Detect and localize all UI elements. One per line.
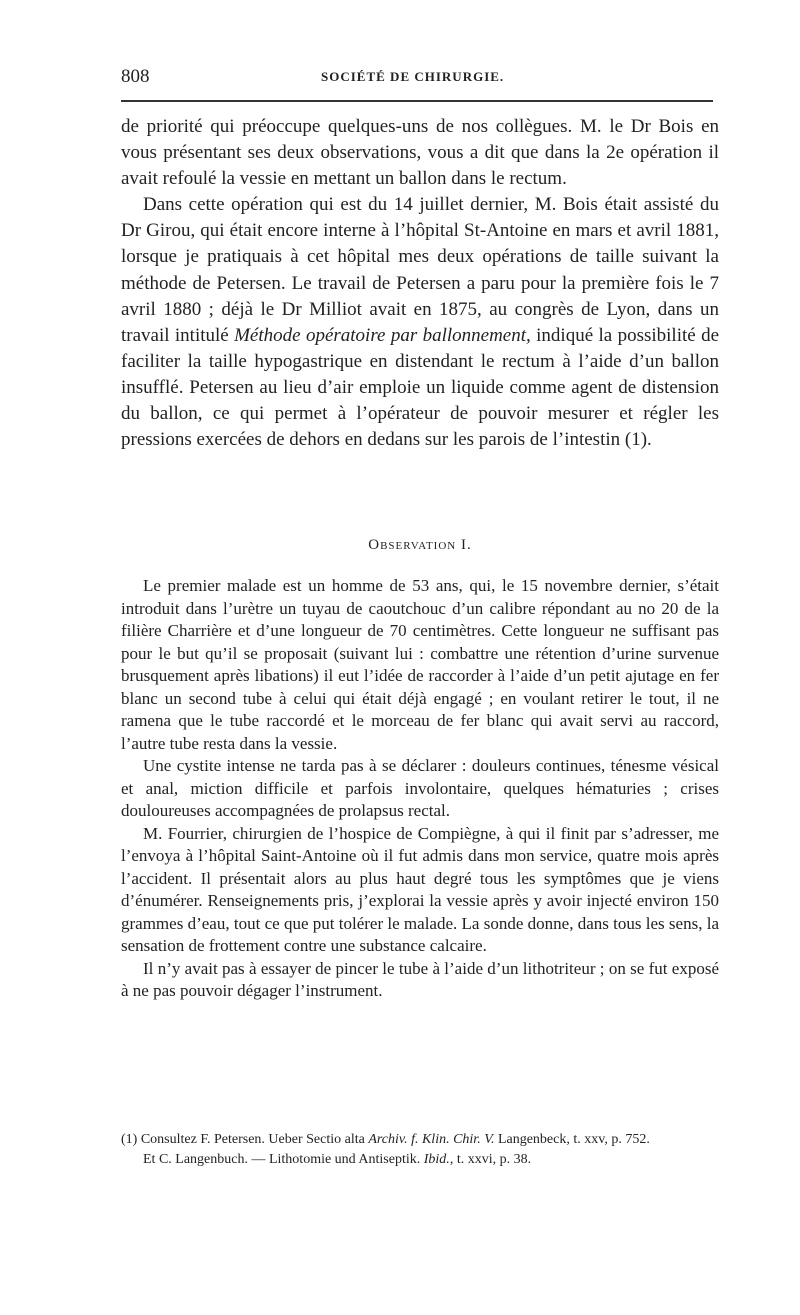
footnote-1 (121, 1130, 719, 1150)
paragraph-2-italic-title: Méthode opératoire par ballonnement, (234, 324, 531, 346)
paragraph-1: de priorité qui préoccupe quelques-uns de nos collègues. M. le Dr Bois en vous présentant ses deux observations, vous a dit que dans la 2e opération il avait refoulé la vessie en mettant un ballon dans le rectum. (121, 116, 719, 190)
observation-paragraph-1: Le premier malade est un homme de 53 ans, qui, le 15 novembre dernier, s’était introduit dans l’urètre un tuyau de caoutchouc d’un calibre répondant au no 20 de la filière Charrière et d’une longueur de 70 centimètres. Cette longueur ne suffisant pas pour le but qu’il se proposait (suivant lui : combattre une rétention d’urine survenue brusquement après libations) il eut l’idée de raccorder à l’aide d’un petit ajutage en fer blanc un second tube à celui qui était déjà engagé ; en voulant retirer le tout, il ne ramena que le tube raccordé et le morceau de fer blanc qui avait servi au raccord, l’autre tube resta dans la vessie. (121, 576, 719, 753)
footnote-2-italic: Ibid. (423, 1151, 450, 1167)
running-head: SOCIÉTÉ DE CHIRURGIE. (321, 69, 505, 84)
observation-paragraph-3: M. Fourrier, chirurgien de l’hospice de Compiègne, à qui il finit par s’adresser, me l’envoya à l’hôpital Saint-Antoine où il fut admis dans mon service, quatre mois après l’accident. Il présentait alors au plus haut degré tous les symptômes que je viens d’énumérer. Renseignements pris, j’explorai la vessie après y avoir injecté environ 150 grammes d’eau, tout ce que put tolérer le malade. La sonde donne, dans tous les sens, la sensation de frottement contre une substance calcaire. (121, 823, 719, 955)
footnote-1-text-b: Langenbeck, t. xxv, p. 752. (494, 1132, 650, 1147)
footnote-2-text-b: , t. xxvi, p. 38. (449, 1151, 532, 1167)
header-rule (121, 100, 713, 102)
footnote-2 (121, 1150, 719, 1170)
paragraph-2 (121, 192, 719, 453)
section-heading: Observation I. (368, 537, 472, 553)
main-text (121, 114, 719, 453)
footnote-2-text-a: Et C. Langenbuch. — Lithotomie und Antiseptik. (143, 1151, 424, 1167)
paragraph-2-text-a: Dans cette opération qui est du 14 juillet dernier, M. Bois était assisté du Dr Girou, qui était encore interne à l’hôpital St-Antoine en mars et avril 1881, lorsque je pratiquais à cet hôpital mes deux opérations de taille suivant la méthode de Petersen. Le travail de Petersen a paru pour la première fois le 7 avril 1880 ; déjà le Dr Milliot avait en 1875, au congrès de Lyon, dans un travail intitulé (121, 194, 719, 346)
footnote-1-text-a: (1) Consultez F. Petersen. Ueber Sectio alta (121, 1132, 369, 1147)
observation-paragraph-2: Une cystite intense ne tarda pas à se déclarer : douleurs continues, ténesme vésical et anal, miction difficile et parfois involontaire, quelques hématuries ; crises douloureuses accompagnées de prolapsus rectal. (121, 756, 719, 820)
paragraph-2-text-b: indiqué la possibilité de faciliter la taille hypogastrique en distendant le rectum à l’aide d’un ballon insufflé. Petersen au lieu d’air emploie un liquide comme agent de distension du ballon, ce qui permet à l’opérateur de pouvoir mesurer et régler les pressions exercées de dehors en dedans sur les parois de l’intestin (1). (121, 324, 719, 451)
footnote-1-italic: Archiv. f. Klin. Chir. V. (368, 1132, 495, 1147)
observation-paragraph-4: Il n’y avait pas à essayer de pincer le tube à l’aide d’un lithotriteur ; on se fut exposé à ne pas pouvoir dégager l’instrument. (121, 958, 719, 1000)
page-number: 808 (121, 66, 150, 87)
observation-text (121, 575, 719, 1003)
footnotes (121, 1130, 719, 1169)
page-header (121, 66, 713, 94)
